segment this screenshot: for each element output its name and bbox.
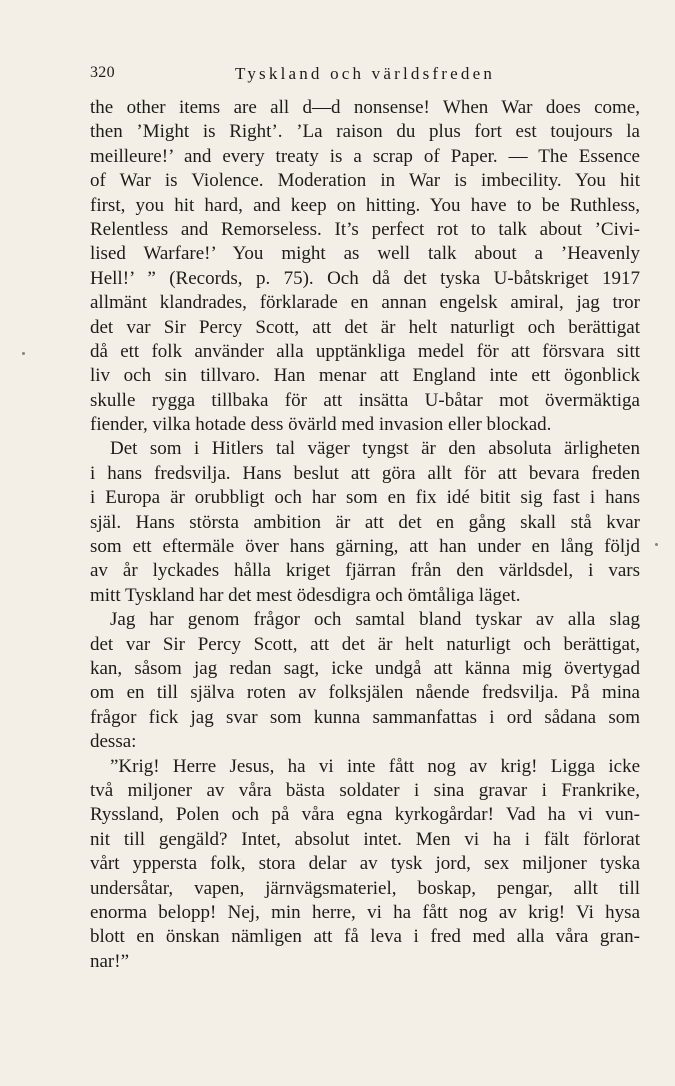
text-line: vårt yppersta folk, stora delar av tysk jord, sex miljoner tyska xyxy=(90,853,640,875)
text-line: first, you hit hard, and keep on hitting. You have to be Ruthless, xyxy=(90,194,640,216)
paragraph xyxy=(90,437,640,608)
text-line: ”Krig! Herre Jesus, ha vi inte fått nog av krig! Ligga icke xyxy=(110,755,640,777)
text-line: Relentless and Remorseless. It’s perfect rot to talk about ’Civi- xyxy=(90,218,640,240)
text-line: själ. Hans största ambition är att det en gång skall stå kvar xyxy=(90,511,640,533)
text-line: Ryssland, Polen och på våra egna kyrkogårdar! Vad ha vi vun- xyxy=(90,804,640,826)
text-line: då ett folk använder alla upptänkliga medel för att försvara sitt xyxy=(90,340,640,362)
text-line: blott en önskan nämligen att få leva i fred med alla våra gran- xyxy=(90,926,640,948)
text-line: lised Warfare!’ You might as well talk about a ’Heavenly xyxy=(90,243,640,265)
page-number: 320 xyxy=(90,64,115,81)
paper-speck xyxy=(22,352,25,355)
text-line: allmänt klandrades, förklarade en annan engelsk amiral, jag tror xyxy=(90,292,640,314)
text-line: nar!” xyxy=(90,950,130,972)
text-line: Det som i Hitlers tal väger tyngst är den absoluta ärligheten xyxy=(110,438,640,460)
text-line: i hans fredsvilja. Hans beslut att göra allt för att bevara freden xyxy=(90,462,640,484)
text-line: Jag har genom frågor och samtal bland tyskar av alla slag xyxy=(110,609,640,631)
paragraph xyxy=(90,608,640,754)
text-line: the other items are all d—d nonsense! When War does come, xyxy=(90,97,640,118)
paragraph xyxy=(90,96,640,437)
text-line: det var Sir Percy Scott, att det är helt naturligt och berättigat xyxy=(90,316,640,338)
text-line: mitt Tyskland har det mest ödesdigra och ömtåliga läget. xyxy=(90,584,521,606)
text-line: som ett eftermäle över hans gärning, att han under en lång följd xyxy=(90,536,640,558)
text-line: meilleure!’ and every treaty is a scrap of Paper. — The Essence xyxy=(90,145,640,167)
page-header xyxy=(90,64,640,88)
text-line: liv och sin tillvaro. Han menar att England inte ett ögonblick xyxy=(90,365,640,387)
paper-speck xyxy=(655,543,658,546)
text-line: enorma belopp! Nej, min herre, vi ha fått nog av krig! Vi hysa xyxy=(90,901,640,923)
body-text xyxy=(90,96,640,974)
text-line: nit till gengäld? Intet, absolut intet. Men vi ha i fält förlorat xyxy=(90,828,640,850)
text-line: om en till själva roten av folksjälen nående fredsvilja. På mina xyxy=(90,682,640,704)
text-line: fiender, vilka hotade dess övärld med invasion eller blockad. xyxy=(90,414,552,436)
text-line: skulle rygga tillbaka för att insätta U-båtar mot övermäktiga xyxy=(90,389,640,411)
paragraph xyxy=(90,755,640,975)
text-line: dessa: xyxy=(90,731,137,753)
text-line: frågor fick jag svar som kunna sammanfattas i ord sådana som xyxy=(90,706,640,728)
text-line: then ’Might is Right’. ’La raison du plus fort est toujours la xyxy=(90,121,640,143)
text-line: två miljoner av våra bästa soldater i sina gravar i Frankrike, xyxy=(90,779,640,801)
text-line: av år lyckades hålla kriget fjärran från den världsdel, i vars xyxy=(90,560,640,582)
text-line: det var Sir Percy Scott, att det är helt naturligt och berättigat, xyxy=(90,633,640,655)
text-line: i Europa är orubbligt och har som en fix idé bitit sig fast i hans xyxy=(90,487,640,509)
text-line: of War is Violence. Moderation in War is imbecility. You hit xyxy=(90,170,640,192)
text-line: undersåtar, vapen, järnvägsmateriel, boskap, pengar, allt till xyxy=(90,877,640,899)
text-line: Hell!’ ” (Records, p. 75). Och då det tyska U-båtskriget 1917 xyxy=(90,267,640,289)
running-head: Tyskland och världsfreden xyxy=(234,64,496,83)
text-line: kan, såsom jag redan sagt, icke undgå att känna mig övertygad xyxy=(90,657,640,679)
